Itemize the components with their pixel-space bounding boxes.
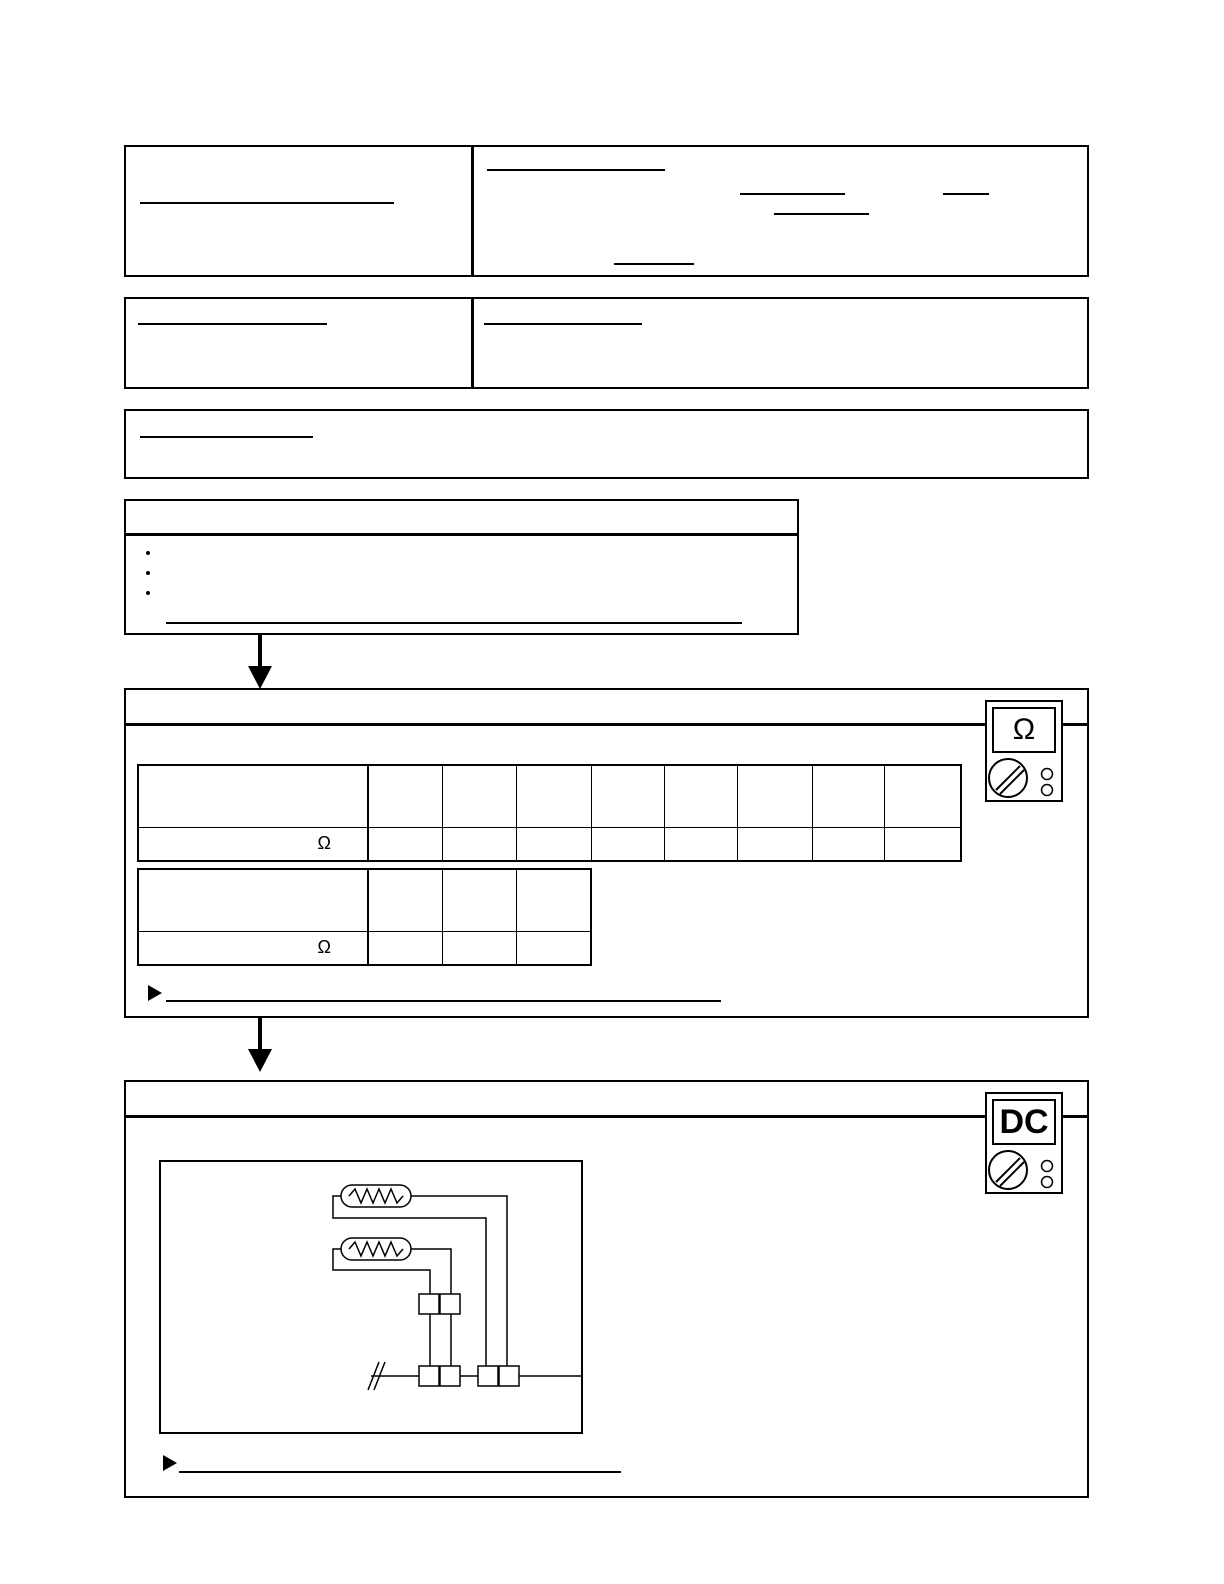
blank-line xyxy=(487,169,665,171)
pointer-triangle-icon xyxy=(148,985,162,1001)
blank-line xyxy=(179,1471,621,1473)
blank-line xyxy=(774,213,869,215)
blank-line xyxy=(166,1000,721,1002)
ohm-symbol: Ω xyxy=(1012,713,1036,746)
blank-line xyxy=(484,323,642,325)
step-header xyxy=(126,501,797,536)
ohm-unit-label: Ω xyxy=(138,827,368,861)
ohmmeter-icon xyxy=(985,700,1063,802)
ohm-unit-label: Ω xyxy=(138,931,368,965)
preparation-step-box xyxy=(124,499,799,635)
blank-line xyxy=(740,193,845,195)
dc-symbol: DC xyxy=(999,1103,1049,1141)
info-box-3 xyxy=(124,409,1089,479)
blank-line xyxy=(166,622,742,624)
resistance-check-box xyxy=(124,688,1089,1018)
dc-voltmeter-icon xyxy=(985,1092,1063,1194)
blank-line xyxy=(140,436,313,438)
wiring-diagram xyxy=(159,1160,583,1434)
resistance-table-1 xyxy=(137,764,962,862)
pointer-triangle-icon xyxy=(163,1455,177,1471)
flow-arrow-icon xyxy=(244,1017,276,1073)
flow-arrow-icon xyxy=(244,634,276,690)
bullet xyxy=(146,571,150,575)
info-box-2 xyxy=(124,297,1089,389)
bullet xyxy=(146,551,150,555)
blank-line xyxy=(943,193,989,195)
bullet xyxy=(146,591,150,595)
voltage-check-box xyxy=(124,1080,1089,1498)
blank-line xyxy=(614,263,694,265)
step-header xyxy=(126,690,1087,726)
blank-line xyxy=(140,202,394,204)
info-box-1 xyxy=(124,145,1089,277)
resistance-table-2 xyxy=(137,868,592,966)
step-header xyxy=(126,1082,1087,1118)
blank-line xyxy=(138,323,327,325)
